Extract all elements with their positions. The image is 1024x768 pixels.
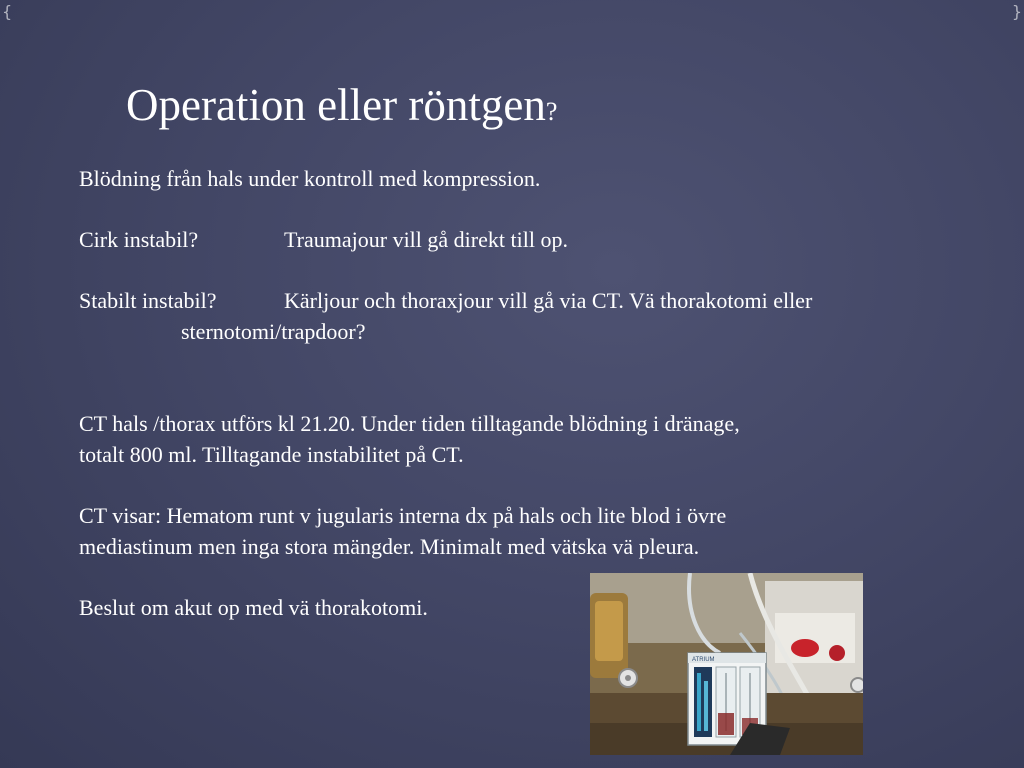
- text-trauma-on-call: Traumajour vill gå direkt till op.: [284, 227, 568, 252]
- body-line-bleeding: Blödning från hals under kontroll med kompression.: [79, 166, 541, 191]
- body-line-total-800ml: totalt 800 ml. Tilltagande instabilitet på CT.: [79, 442, 464, 467]
- label-stable-unstable: Stabilt instabil?: [79, 288, 217, 313]
- photo-brand-text: ATRIUM: [692, 657, 715, 663]
- body-line-stable-unstable: [79, 285, 979, 316]
- chest-drain-photo-illustration: [590, 573, 863, 755]
- slide-body: [79, 163, 979, 623]
- text-vascular-thoracic: Kärljour och thoraxjour vill gå via CT. Vä thorakotomi eller: [284, 288, 813, 313]
- chest-drain-photo: [590, 573, 863, 755]
- title-question-mark: ?: [545, 97, 558, 126]
- body-line-ct-performed: CT hals /thorax utförs kl 21.20. Under tiden tilltagande blödning i dränage,: [79, 411, 740, 436]
- body-line-ct-shows: CT visar: Hematom runt v jugularis interna dx på hals och lite blod i övre: [79, 503, 727, 528]
- corner-bracket-right-icon: }: [1011, 2, 1022, 21]
- body-line-sternotomy: sternotomi/trapdoor?: [181, 319, 366, 344]
- label-circ-unstable: Cirk instabil?: [79, 227, 199, 252]
- slide-title: [126, 78, 557, 139]
- title-main: Operation eller röntgen: [126, 80, 546, 130]
- body-line-decision: Beslut om akut op med vä thorakotomi.: [79, 595, 428, 620]
- body-line-mediastinum: mediastinum men inga stora mängder. Minimalt med vätska vä pleura.: [79, 534, 700, 559]
- corner-bracket-left-icon: {: [2, 2, 13, 21]
- body-line-circ-unstable: [79, 224, 979, 255]
